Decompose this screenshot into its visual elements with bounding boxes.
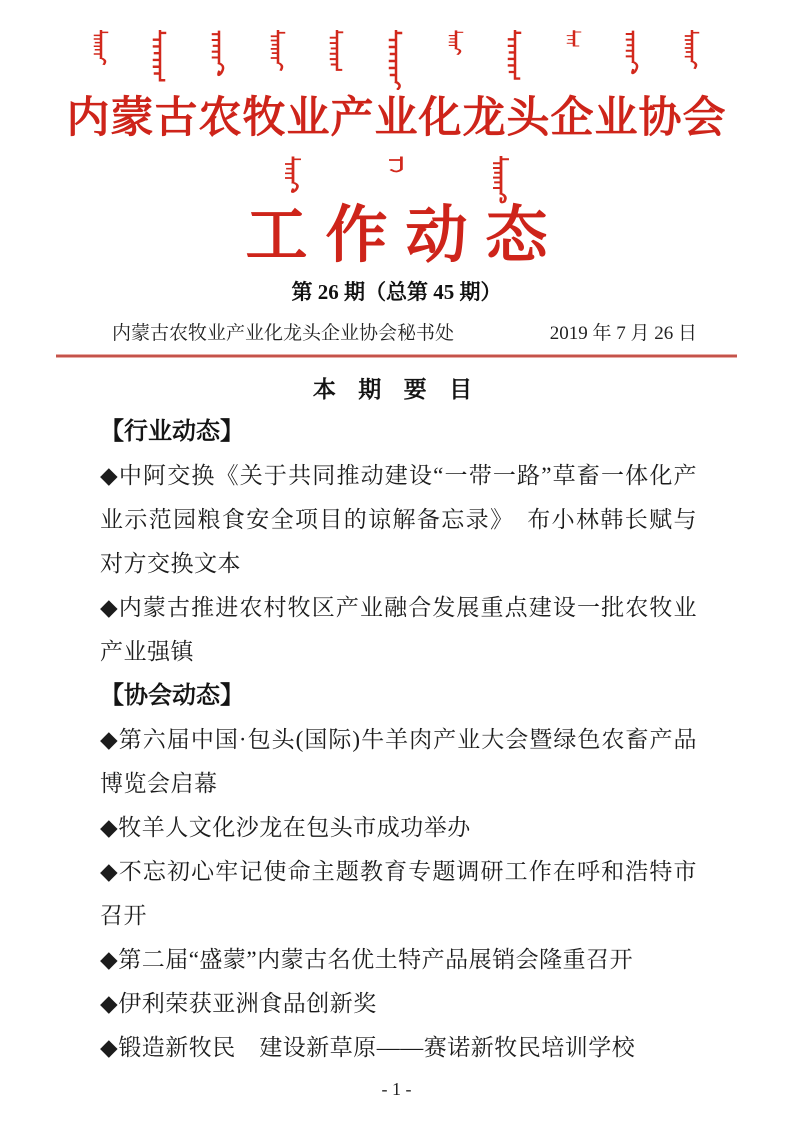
masthead	[0, 30, 793, 358]
toc-item: ◆内蒙古推进农村牧区产业融合发展重点建设一批农牧业产业强镇	[100, 595, 697, 664]
bulletin-title: 工作动态	[245, 202, 566, 270]
publication-line	[0, 320, 793, 347]
toc-item: ◆锻造新牧民 建设新草原——赛诺新牧民培训学校	[100, 1035, 636, 1060]
mongolian-script-icon	[564, 30, 584, 54]
mongolian-script-icon	[268, 30, 288, 72]
toc-item: ◆牧羊人文化沙龙在包头市成功举办	[100, 815, 471, 840]
mongolian-script-subtitle	[0, 156, 793, 204]
section-title: 【协会动态】	[100, 682, 244, 709]
toc-item: ◆中阿交换《关于共同推动建设“一带一路”草畜一体化产业示范园粮食安全项目的谅解备忘录》 布小林韩长赋与对方交换文本	[100, 463, 697, 576]
contents-heading: 本 期 要 目	[312, 376, 481, 402]
mongolian-script-icon	[505, 30, 525, 86]
issue-number: 第 26 期（总第 45 期）	[291, 280, 502, 304]
toc-item: ◆第六届中国·包头(国际)牛羊肉产业大会暨绿色农畜产品博览会启幕	[100, 727, 697, 796]
mongolian-script-icon	[490, 156, 512, 204]
mongolian-script-icon	[386, 156, 408, 176]
contents-list	[0, 405, 793, 1070]
red-divider	[56, 354, 737, 358]
page-number: - 1 -	[381, 1079, 412, 1099]
mongolian-script-icon	[282, 156, 304, 196]
mongolian-script-icon	[91, 30, 111, 66]
mongolian-script-icon	[623, 30, 643, 78]
toc-item: ◆伊利荣获亚洲食品创新奖	[100, 991, 377, 1016]
mongolian-script-icon	[209, 30, 229, 80]
mongolian-script-icon	[150, 30, 170, 88]
section-title: 【行业动态】	[100, 418, 244, 445]
toc-item: ◆第二届“盛蒙”内蒙古名优土特产品展销会隆重召开	[100, 947, 634, 972]
publisher: 内蒙古农牧业产业化龙头企业协会秘书处	[112, 323, 455, 344]
section-industry-news	[100, 410, 697, 674]
page-footer	[0, 1076, 793, 1102]
section-association-news	[100, 674, 697, 1070]
mongolian-script-icon	[327, 30, 347, 76]
mongolian-script-icon	[446, 30, 466, 58]
mongolian-script-icon	[386, 30, 406, 90]
mongolian-script-icon	[682, 30, 702, 70]
org-title: 内蒙古农牧业产业化龙头企业协会	[66, 95, 727, 142]
toc-item: ◆不忘初心牢记使命主题教育专题调研工作在呼和浩特市召开	[100, 859, 697, 928]
publish-date: 2019 年 7 月 26 日	[549, 323, 697, 344]
mongolian-script-banner	[91, 30, 703, 90]
